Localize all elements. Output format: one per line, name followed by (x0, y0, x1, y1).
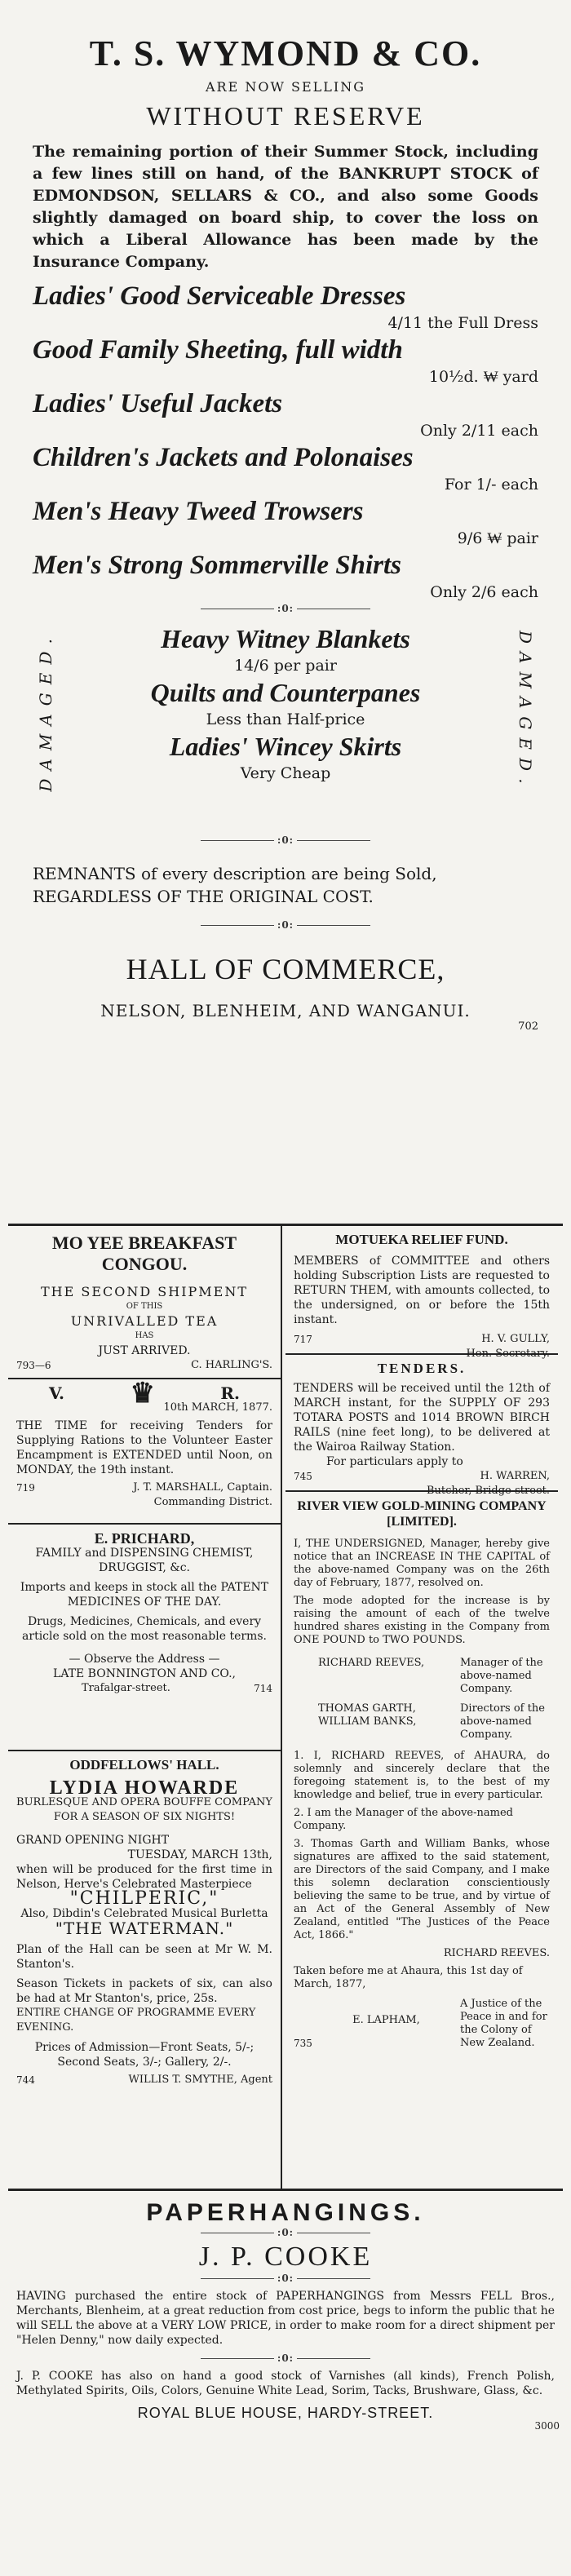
signer: C. HARLING'S. (191, 1359, 272, 1371)
right-column (286, 1226, 558, 2189)
goods-item: Good Family Sheeting, full width 10½d. ₩ yard (33, 335, 538, 386)
wymond-advertisement (33, 33, 538, 1033)
wymond-headline: WITHOUT RESERVE (146, 101, 425, 131)
goods-list (33, 280, 538, 603)
damaged-item-price: 14/6 per pair (234, 657, 337, 675)
cooke-name: J. P. COOKE (198, 2242, 373, 2272)
tenders-ad: TENDERS. TENDERS will be received until the 12th of MARCH instant, for the SUPPLY OF 293 TOTARA POSTS and 1014 BROWN BIRCH RAILS (nine feet long), to be delivered at the Wairoa Railway Station. For particulars apply to 745 H. WARREN, Butcher, Bridge-street. (286, 1355, 558, 1492)
towns-line: NELSON, BLENHEIM, AND WANGANUI. (100, 1001, 471, 1020)
ornament-divider: :0: (8, 2273, 563, 2284)
oddfellows-ad: ODDFELLOWS' HALL. LYDIA HOWARDE BURLESQUE AND OPERA BOUFFE COMPANY FOR A SEASON OF SIX NIGHTS! GRAND OPENING NIGHT TUESDAY, MARCH 13th, when will be produced for the first time in Nelson, Herve's Celebrated Masterpiece "CHILPERIC," Also, Dibdin's Celebrated Musical Burletta "THE WATERMAN." Plan of the Hall can be seen at Mr W. M. Stanton's. Season Tickets in packets of six, can also be had at Mr Stanton's, price, 25s. ENTIRE CHANGE OF PROGRAMME EVERY EVENING. Prices of Admission—Front Seats, 5/-; Second Seats, 3/-; Gallery, 2/-. 744 WILLIS T. SMYTHE, Agent (16, 1757, 272, 2086)
cooke-body: HAVING purchased the entire stock of PAPERHANGINGS from Messrs FELL Bros., Merchants, Blenheim, at a great reduction from cost price, begs to inform the public that he will SELL the above at a VERY LOW PRICE, in order to make room for a direct shipment per "Helen Denny," now daily expected. (16, 2290, 555, 2347)
goods-item: Ladies' Useful Jackets Only 2/11 each (33, 389, 538, 440)
hall-of-commerce: HALL OF COMMERCE, (126, 953, 445, 985)
damaged-item-price: Very Cheap (240, 764, 331, 782)
damaged-item-name: Quilts and Counterpanes (150, 678, 421, 707)
cooke-body-2: J. P. COOKE has also on hand a good stock of Varnishes (all kinds), French Polish, Methylated Spirits, Oils, Colors, Genuine White Lead, Sorim, Tacks, Brushware, Glass, &c. (16, 2370, 555, 2397)
paperhangings-title: PAPERHANGINGS. (146, 2199, 425, 2226)
moyee-ad: MO YEE BREAKFAST CONGOU. THE SECOND SHIPMENT OF THIS UNRIVALLED TEA HAS JUST ARRIVED. 793—6 C. HARLING'S. (8, 1226, 281, 1379)
wymond-title: T. S. WYMOND & CO. (89, 33, 482, 73)
prichard-title: E. PRICHARD, (94, 1530, 195, 1547)
prichard-ad: E. PRICHARD, FAMILY and DISPENSING CHEMIST, DRUGGIST, &c. Imports and keeps in stock all the PATENT MEDICINES OF THE DAY. Drugs, Medicines, Chemicals, and every article sold on the most reasonable terms. — Observe the Address — LATE BONNINGTON AND CO., Trafalgar-street. 714 (8, 1525, 281, 1751)
moyee-title: MO YEE BREAKFAST CONGOU. (51, 1233, 237, 1274)
cooke-advertisement (8, 2194, 563, 2432)
ornament-divider: :0: (33, 834, 538, 846)
remnants-notice: REMNANTS of every description are being Sold, REGARDLESS OF THE ORIGINAL COST. (33, 864, 437, 906)
volunteer-ad: V. ♛ R. 10th MARCH, 1877. THE TIME for receiving Tenders for Supplying Rations to the Volunteer Easter Encampment is EXTENDED until Noon, on MONDAY, the 19th instant. 719 J. T. MARSHALL, Captain. Commanding District. (8, 1379, 281, 1525)
ornament-divider: :0: (33, 919, 538, 931)
ad-number: 793—6 (16, 1360, 51, 1371)
goods-item: Ladies' Good Serviceable Dresses 4/11 the Full Dress (33, 281, 538, 332)
ad-number: 702 (518, 1020, 538, 1033)
damaged-item-name: Ladies' Wincey Skirts (169, 732, 402, 761)
damaged-item-price: Less than Half-price (206, 710, 365, 728)
oddfellows-title: ODDFELLOWS' HALL. (69, 1757, 219, 1773)
damaged-label-right: DAMAGED. (516, 631, 535, 792)
wymond-lead: The remaining portion of their Summer Stock, including a few lines still on hand, of the BANKRUPT STOCK of EDMONDSON, SELLARS & CO., and also some Goods slightly damaged on board ship, to cover the loss on which a Liberal Allowance has been made by the Insurance Company. (33, 143, 538, 271)
ornament-divider: :0: (8, 2352, 563, 2364)
goods-item: Children's Jackets and Polonaises For 1/- each (33, 443, 538, 494)
goods-item: Men's Heavy Tweed Trowsers 9/6 ₩ pair (33, 497, 538, 547)
damaged-label-left: DAMAGED. (36, 631, 55, 792)
damaged-goods-list (90, 622, 481, 784)
ornament-divider: :0: (8, 2227, 563, 2238)
damaged-item-name: Heavy Witney Blankets (161, 624, 410, 653)
left-column (8, 1226, 282, 2189)
wymond-subtitle: ARE NOW SELLING (205, 79, 365, 95)
ornament-divider: :0: (33, 603, 538, 614)
crown-emblem-icon: ♛ (130, 1377, 155, 1410)
goods-item: Men's Strong Sommerville Shirts Only 2/6 each (33, 551, 538, 601)
motueka-ad: MOTUEKA RELIEF FUND. MEMBERS of COMMITTEE and others holding Subscription Lists are requested to RETURN THEM, with amounts collected, to the undersigned, on or before the 15th instant. 717 H. V. GULLY, Hon. Secretary. (286, 1226, 558, 1355)
ad-number: 3000 (534, 2420, 560, 2432)
two-column-ads (8, 1224, 563, 2191)
cooke-address: ROYAL BLUE HOUSE, HARDY-STREET. (137, 2405, 434, 2421)
riverview-ad: RIVER VIEW GOLD-MINING COMPANY [LIMITED]. I, THE UNDERSIGNED, Manager, hereby give notice that an INCREASE IN THE CAPITAL of the above-named Company was on the 26th day of February, 1877, resolved on. The mode adopted for the increase is by raising the amount of each of the twelve hundred shares existing in the Company from ONE POUND to TWO POUNDS. RICHARD REEVES, Manager of the above-named Company. THOMAS GARTH, WILLIAM BANKS, Directors of the above-named Company. 1. I, RICHARD REEVES, of AHAURA, do solemnly and sincerely declare that the foregoing statement is, to the best of my knowledge and belief, true in every particular. 2. I am the Manager of the above-named Company. 3. Thomas Garth and William Banks, whose signatures are affixed to the said statement, are Directors of the said Company, and I make this solemn declaration conscientiously believing the same to be true, and by virtue of an Act of the General Assembly of New Zealand, entitled "The Justices of the Peace Act, 1866." RICHARD REEVES. Taken before me at Ahaura, this 1st day of March, 1877, 735 E. LAPHAM, A Justice of the Peace in and for the Colony of New Zealand. (294, 1499, 550, 2049)
damaged-goods-section (33, 622, 538, 834)
